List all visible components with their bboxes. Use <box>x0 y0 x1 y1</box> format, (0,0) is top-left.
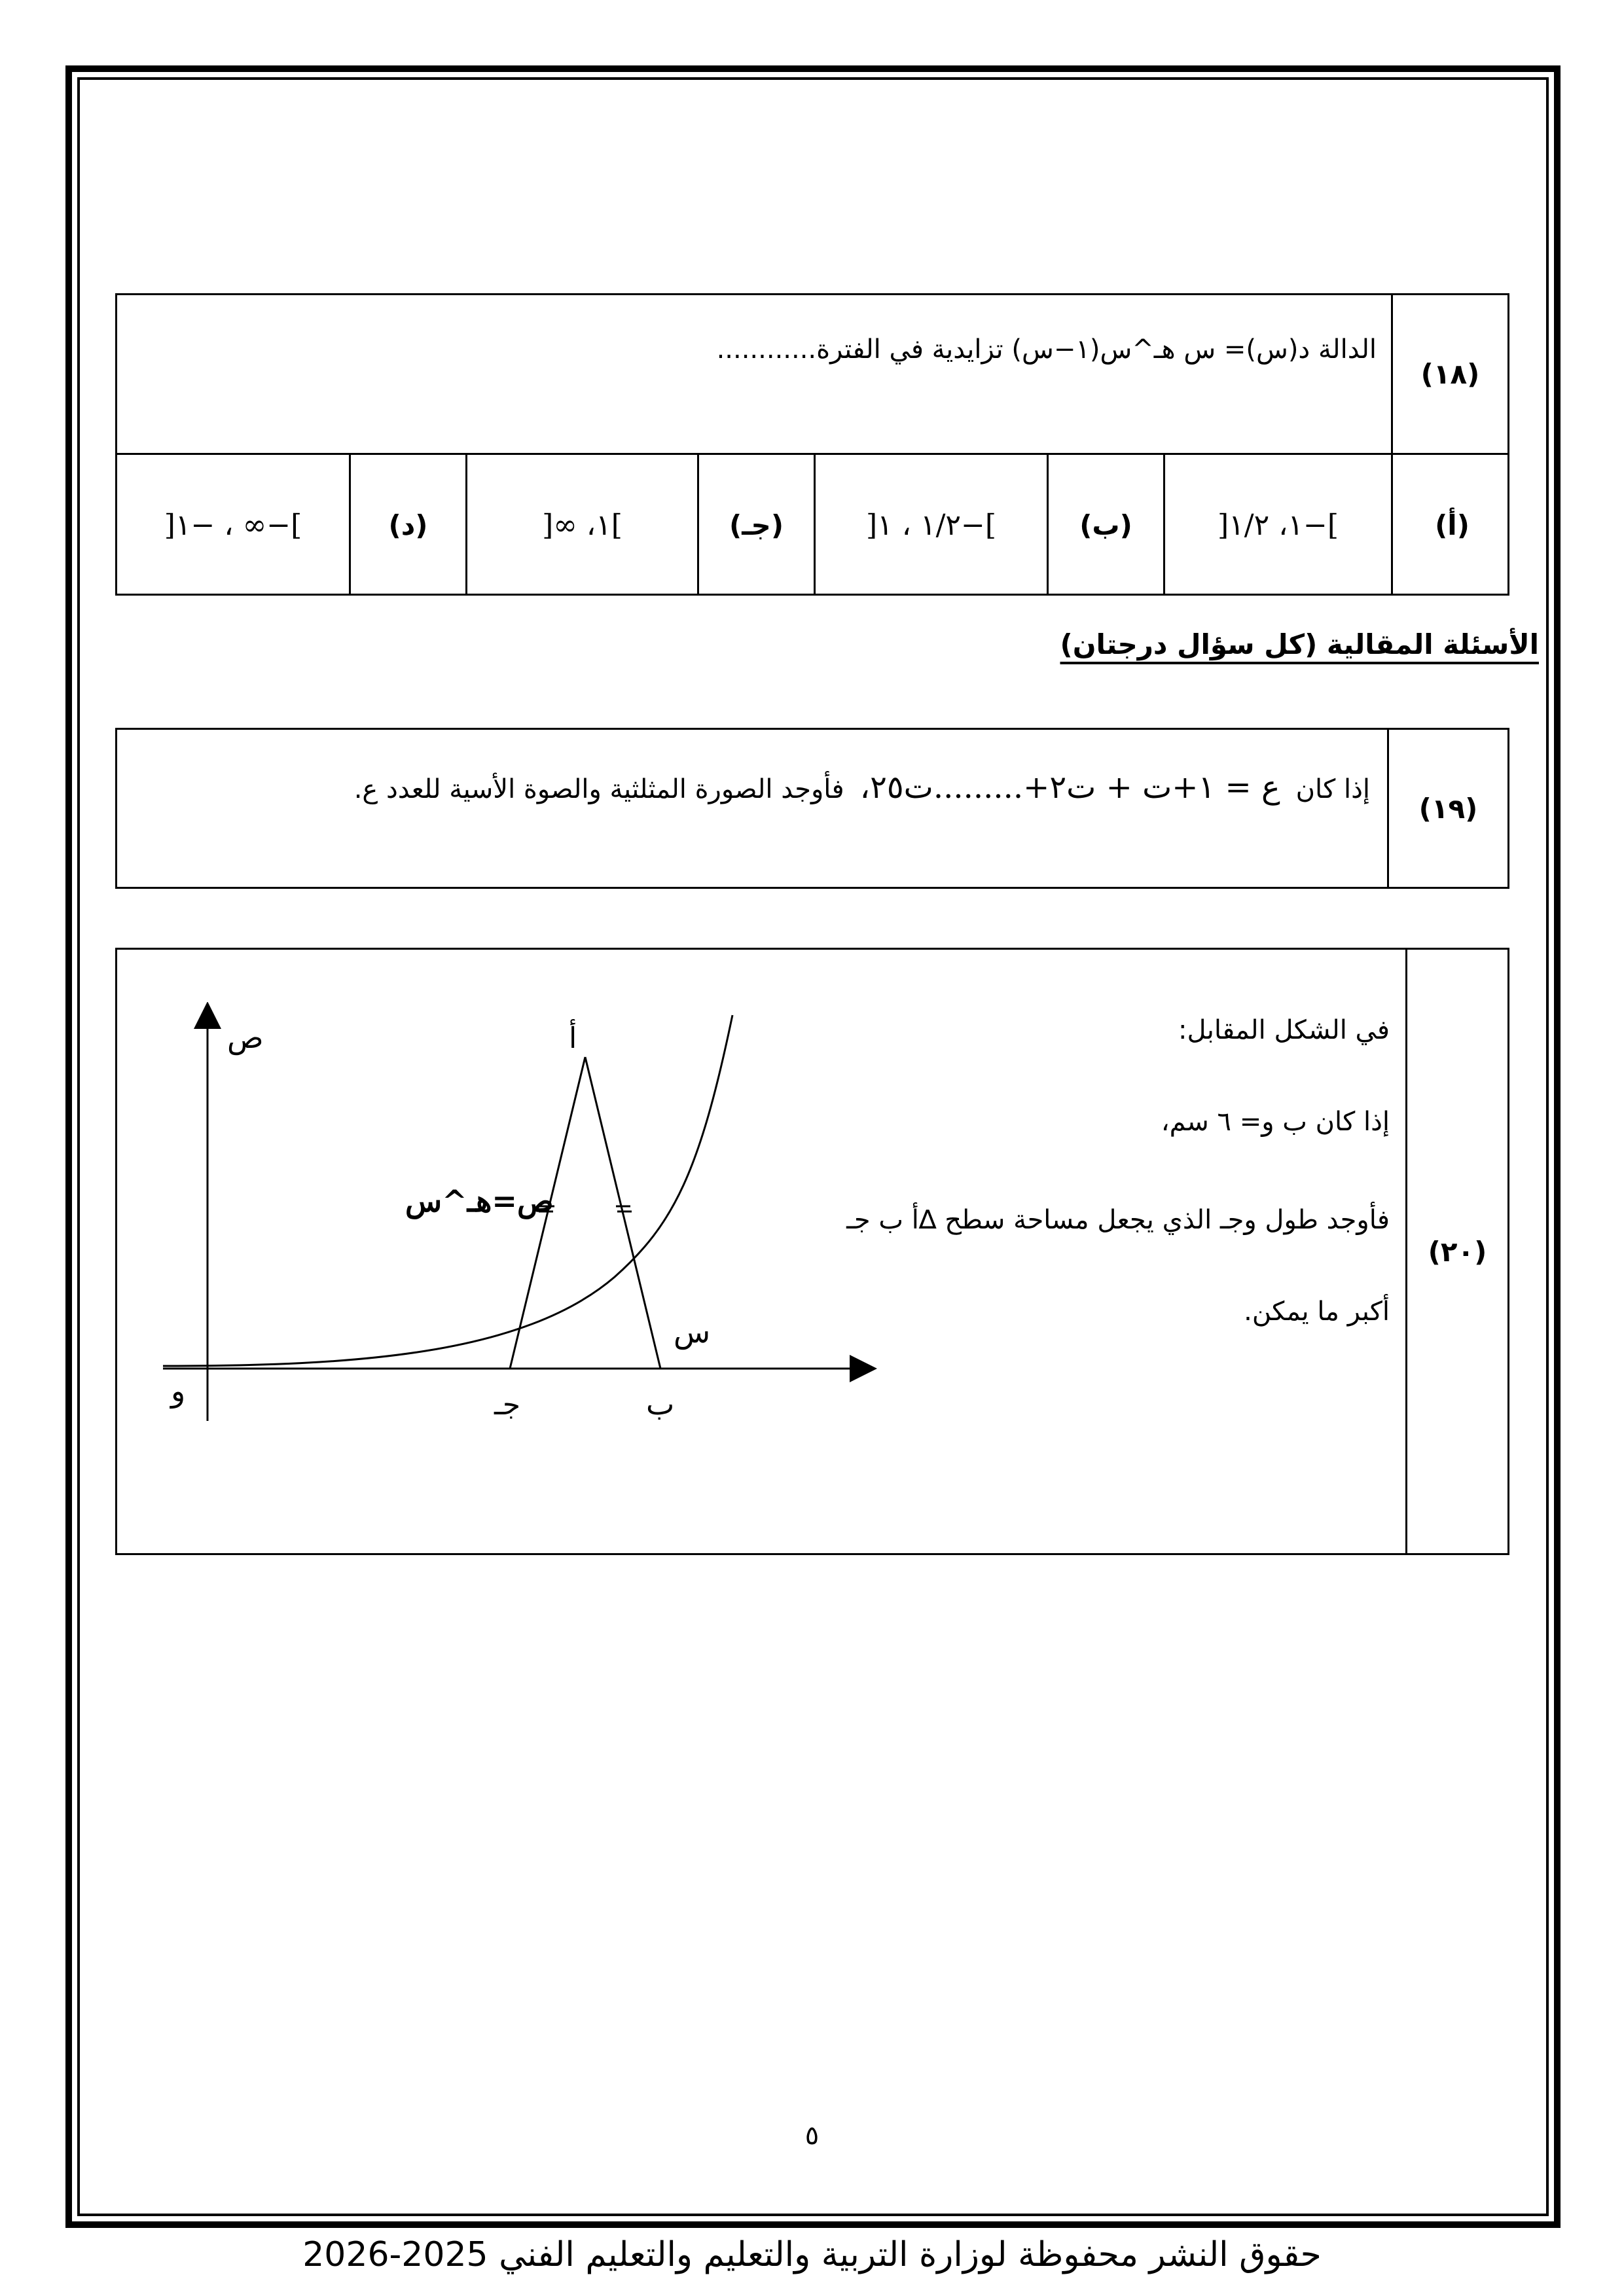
question-18-stem: الدالة د(س)= س هـ^س(١−س) تزايدية في الفترة............ <box>716 334 1377 365</box>
option-d-value[interactable]: ]−∞ ، −١[ <box>164 509 302 542</box>
question-19-box <box>115 728 1509 889</box>
label-curve: ص=هـ^س <box>405 1183 554 1219</box>
page-number: ٥ <box>804 2121 820 2151</box>
label-point-a: أ <box>569 1022 577 1055</box>
option-a-value[interactable]: ]−١، ١/٢[ <box>1217 509 1339 542</box>
label-point-b: ب <box>646 1386 675 1422</box>
question-19-expression: ع = ١+ت + ت٢+.........ت٢٥، <box>859 769 1280 806</box>
option-c-label: (جـ) <box>729 509 784 541</box>
copyright-footer: حقوق النشر محفوظة لوزارة التربية والتعليم والتعليم الفني 2025-2026 <box>302 2235 1322 2274</box>
option-c-value[interactable]: ]١، ∞[ <box>542 509 623 542</box>
question-20-line-2: إذا كان ب و= ٦ سم، <box>1161 1107 1390 1137</box>
question-19-prefix: إذا كان <box>1295 774 1370 804</box>
question-20-line-3: فأوجد طول وجـ الذي يجعل مساحة سطح ∆أ ب جـ <box>846 1205 1390 1235</box>
question-19-suffix: فأوجد الصورة المثلثية والصوة الأسية للعدد ع. <box>353 774 844 804</box>
section-heading: الأسئلة المقالية (كل سؤال درجتان) <box>1060 628 1539 660</box>
option-d-label: (د) <box>388 509 428 541</box>
question-19-number: (١٩) <box>1418 792 1478 825</box>
question-20-box <box>115 948 1509 1555</box>
question-20-line-1: في الشكل المقابل: <box>1178 1015 1390 1045</box>
question-18-table <box>115 293 1509 596</box>
label-point-c: جـ <box>494 1388 521 1422</box>
triangle-side-ab <box>585 1057 660 1369</box>
question-20-number: (٢٠) <box>1428 1235 1487 1268</box>
option-b-value[interactable]: ]−١/٢ ، ١[ <box>865 509 997 542</box>
question-18-number: (١٨) <box>1420 358 1480 390</box>
exponential-triangle-figure <box>156 1002 890 1447</box>
question-20-line-4: أكبر ما يمكن. <box>1244 1297 1390 1327</box>
option-b-label: (ب) <box>1079 509 1132 541</box>
label-origin: و <box>171 1373 186 1408</box>
label-x-axis: س <box>674 1314 711 1350</box>
label-y-axis: ص <box>227 1020 264 1055</box>
option-a-label: (أ) <box>1435 509 1470 541</box>
